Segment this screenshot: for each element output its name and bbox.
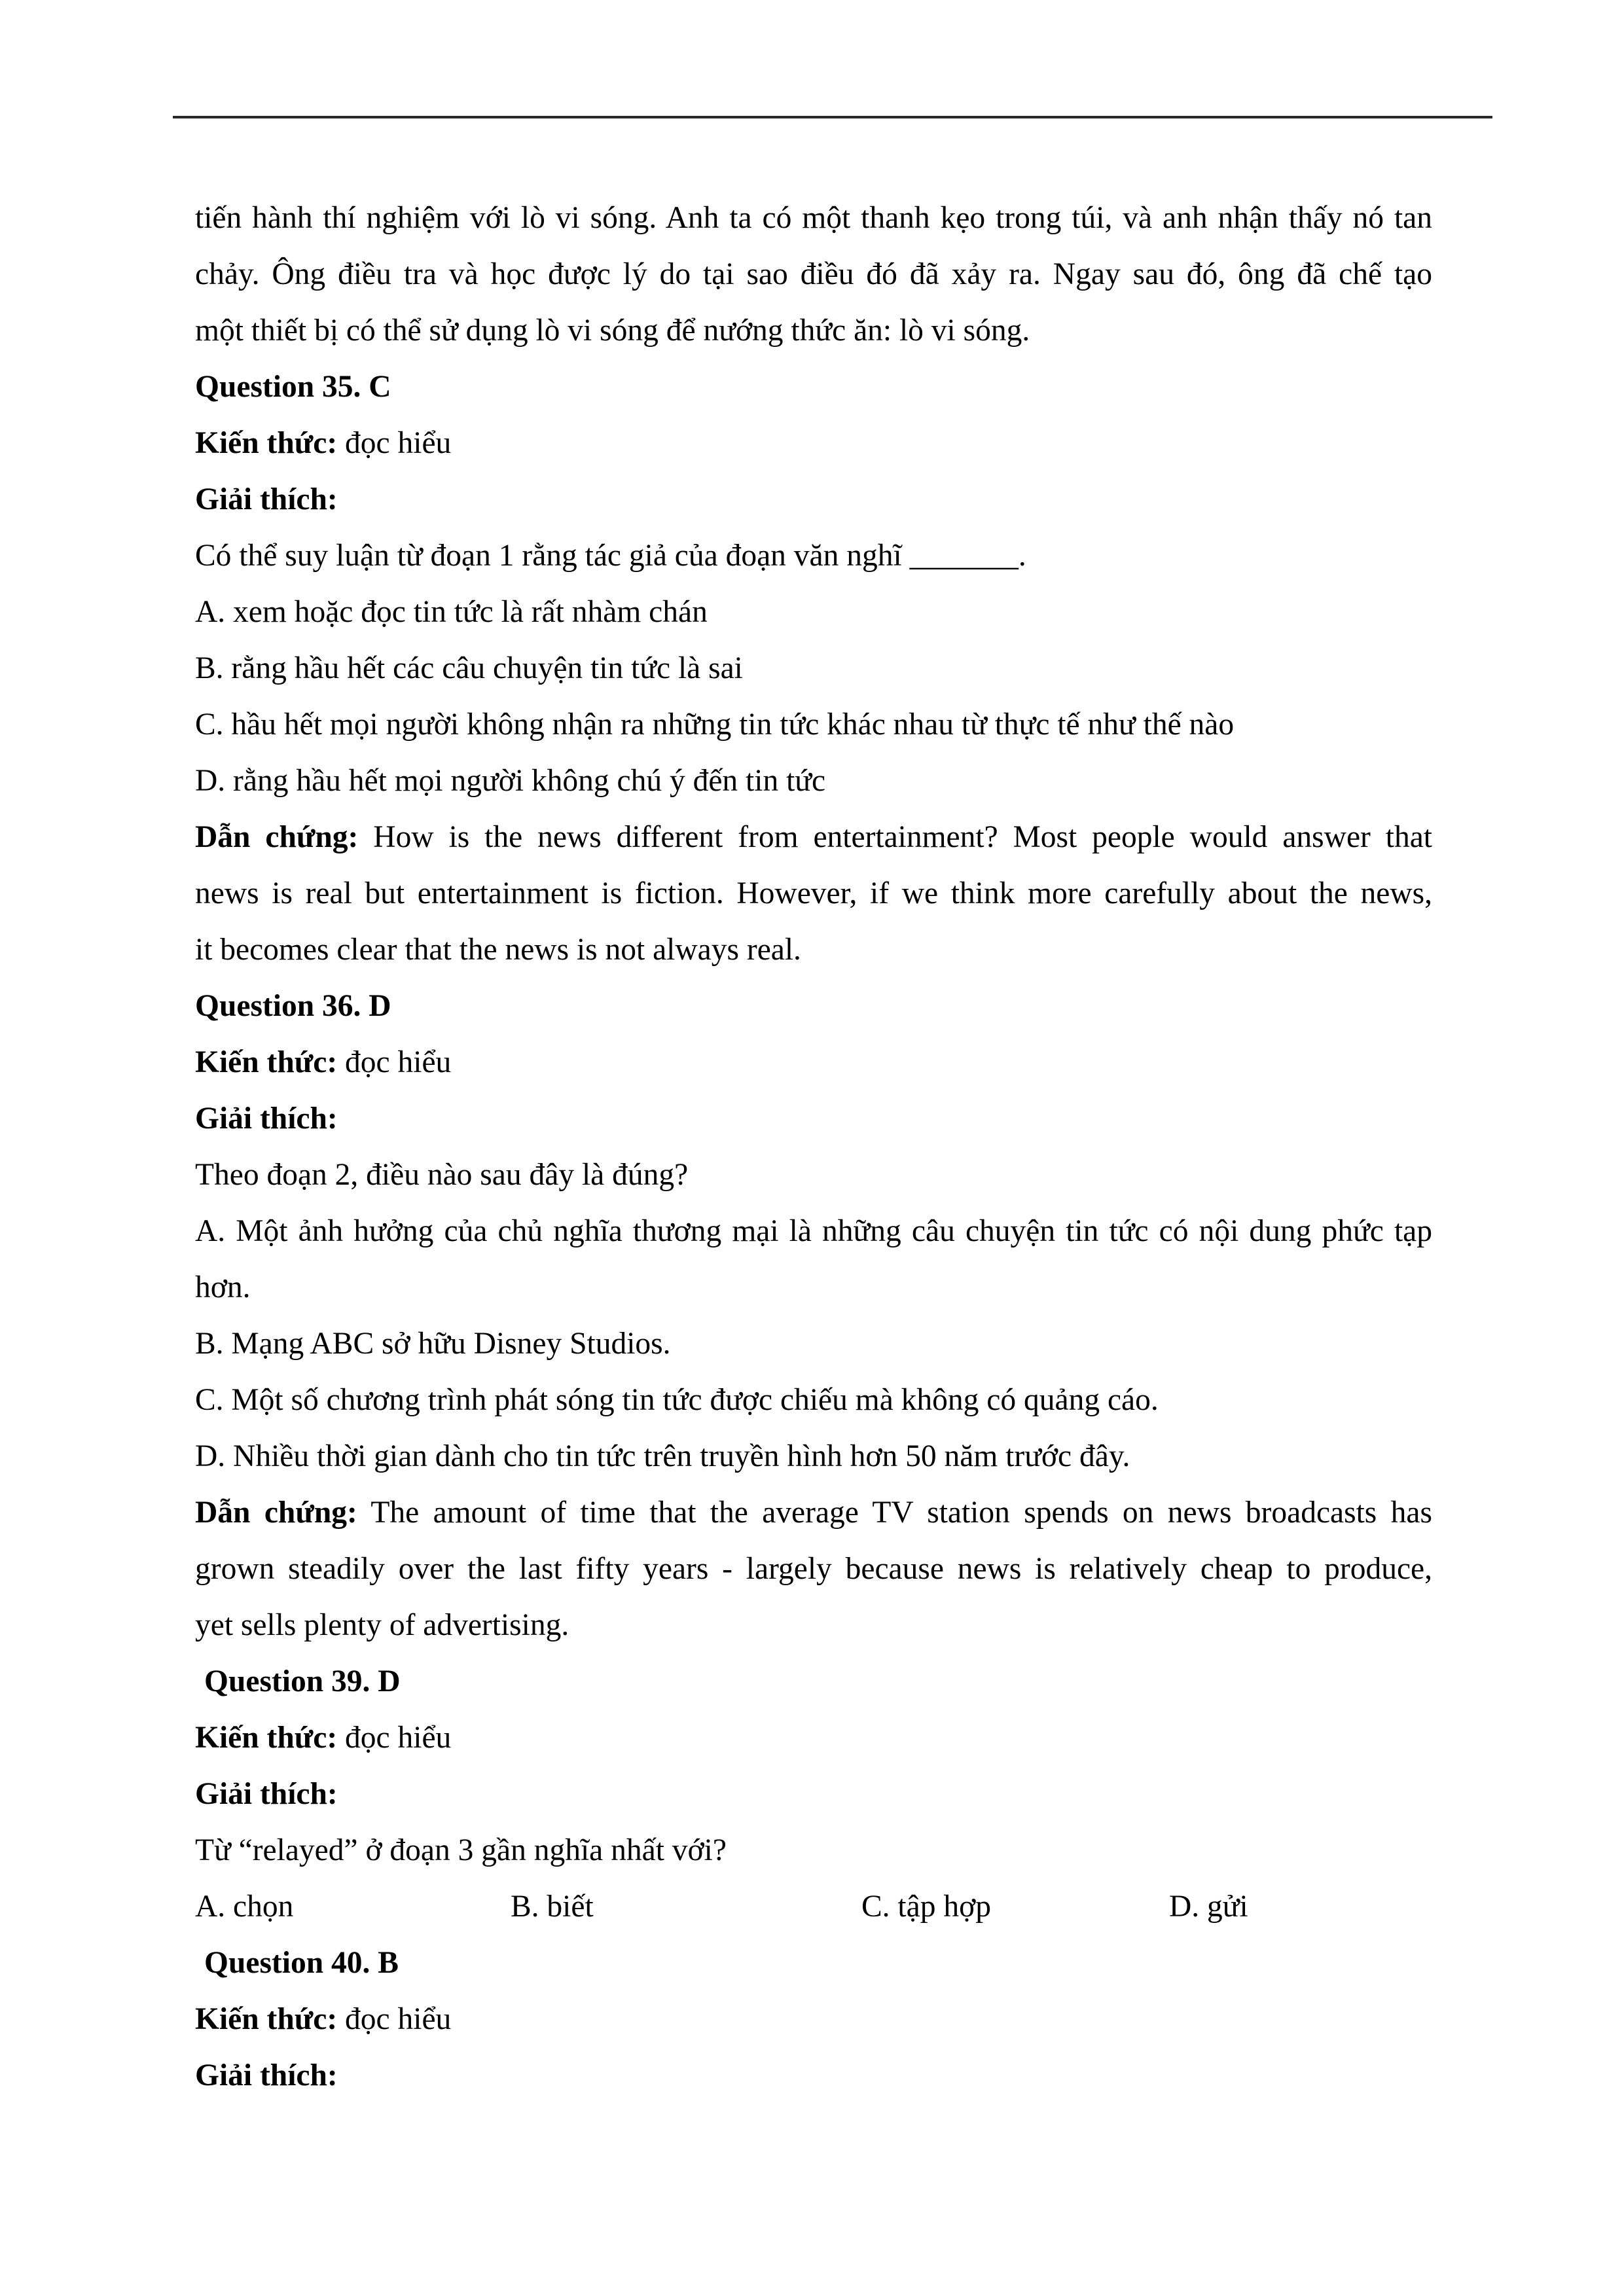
q35-knowledge-value: đọc hiểu — [345, 426, 452, 460]
evidence-label: Dẫn chứng: — [195, 1496, 357, 1530]
q39-explanation-label: Giải thích: — [195, 1777, 338, 1811]
intro-line-3: một thiết bị có thể sử dụng lò vi sóng để nướng thức ăn: lò vi sóng. — [195, 314, 1030, 348]
q36-evidence-line-1 — [195, 1484, 1432, 1541]
q36-evidence-line-2: grown steadily over the last fifty years - largely because news is relatively cheap to produce, — [195, 1552, 1432, 1586]
q35-prompt: Có thể suy luận từ đoạn 1 rằng tác giả của đoạn văn nghĩ _______. — [195, 539, 1026, 573]
q40-explanation-label: Giải thích: — [195, 2058, 338, 2092]
q35-heading: Question 35. C — [195, 370, 391, 404]
q36-option-a-line-1: A. Một ảnh hưởng của chủ nghĩa thương mại là những câu chuyện tin tức có nội dung phức tạp — [195, 1214, 1432, 1248]
q35-evidence-text-1: How is the news different from entertainment? Most people would answer that — [373, 820, 1433, 854]
q39-option-a: A. chọn — [195, 1890, 294, 1924]
q35-explanation-label: Giải thích: — [195, 482, 338, 516]
knowledge-label: Kiến thức: — [195, 1721, 338, 1755]
q40-knowledge-value: đọc hiểu — [345, 2002, 452, 2036]
q39-knowledge-value: đọc hiểu — [345, 1721, 452, 1755]
q35-option-c: C. hầu hết mọi người không nhận ra những tin tức khác nhau từ thực tế như thế nào — [195, 708, 1235, 742]
knowledge-label: Kiến thức: — [195, 1045, 338, 1079]
q35-option-d: D. rằng hầu hết mọi người không chú ý đến tin tức — [195, 764, 826, 798]
q35-option-b: B. rằng hầu hết các câu chuyện tin tức là sai — [195, 651, 743, 685]
q39-knowledge — [195, 1710, 1432, 1766]
q36-prompt: Theo đoạn 2, điều nào sau đây là đúng? — [195, 1158, 689, 1192]
q35-knowledge — [195, 415, 1432, 471]
q36-evidence-text-1: The amount of time that the average TV station spends on news broadcasts has — [370, 1496, 1432, 1530]
header-rule — [173, 116, 1492, 118]
knowledge-label: Kiến thức: — [195, 2002, 338, 2036]
q35-evidence-line-3: it becomes clear that the news is not always real. — [195, 933, 801, 967]
q36-option-a-line-2: hơn. — [195, 1270, 251, 1304]
knowledge-label: Kiến thức: — [195, 426, 338, 460]
q40-knowledge — [195, 1991, 1432, 2047]
q39-option-c: C. tập hợp — [861, 1890, 991, 1924]
q39-option-d: D. gửi — [1169, 1890, 1248, 1924]
q36-option-d: D. Nhiều thời gian dành cho tin tức trên truyền hình hơn 50 năm trước đây. — [195, 1439, 1130, 1473]
q35-evidence-line-1 — [195, 809, 1432, 865]
q35-option-a: A. xem hoặc đọc tin tức là rất nhàm chán — [195, 595, 708, 629]
q39-option-b: B. biết — [511, 1890, 594, 1924]
evidence-label: Dẫn chứng: — [195, 820, 359, 854]
intro-line-1: tiến hành thí nghiệm với lò vi sóng. Anh ta có một thanh kẹo trong túi, và anh nhận thấy nó tan — [195, 201, 1432, 235]
document-body — [195, 190, 1432, 2104]
q40-heading: Question 40. B — [204, 1946, 399, 1980]
q36-option-c: C. Một số chương trình phát sóng tin tức được chiếu mà không có quảng cáo. — [195, 1383, 1159, 1417]
q36-evidence-line-3: yet sells plenty of advertising. — [195, 1608, 569, 1642]
q39-prompt: Từ “relayed” ở đoạn 3 gần nghĩa nhất với? — [195, 1833, 727, 1867]
intro-line-2: chảy. Ông điều tra và học được lý do tại sao điều đó đã xảy ra. Ngay sau đó, ông đã chế tạo — [195, 257, 1432, 291]
q35-evidence-line-2: news is real but entertainment is fiction. However, if we think more carefully about the news, — [195, 876, 1432, 910]
q36-knowledge-value: đọc hiểu — [345, 1045, 452, 1079]
q39-options-row — [195, 1878, 1432, 1935]
q36-explanation-label: Giải thích: — [195, 1102, 338, 1136]
q36-heading: Question 36. D — [195, 989, 391, 1023]
q39-heading: Question 39. D — [204, 1664, 401, 1698]
q36-option-b: B. Mạng ABC sở hữu Disney Studios. — [195, 1327, 671, 1361]
q36-knowledge — [195, 1034, 1432, 1090]
